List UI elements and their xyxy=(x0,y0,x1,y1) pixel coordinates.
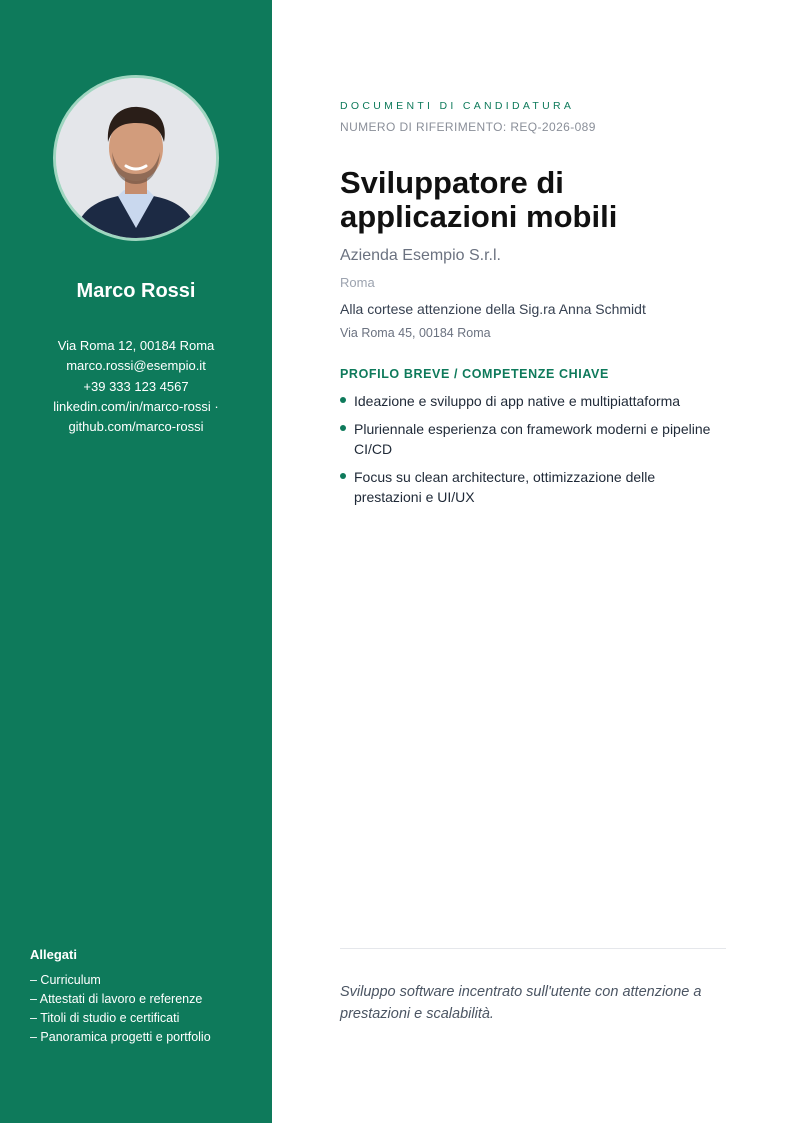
sidebar xyxy=(0,0,272,1123)
contact-email[interactable]: marco.rossi@esempio.it xyxy=(66,358,206,374)
tagline: Sviluppo software incentrato sull'utente con attenzione a prestazioni e scalabilità. xyxy=(340,984,702,1022)
list-item xyxy=(340,419,726,459)
attachments-title: Allegati xyxy=(30,947,77,962)
attachment-item: – Curriculum xyxy=(30,973,101,987)
reference-number: NUMERO DI RIFERIMENTO: REQ-2026-089 xyxy=(340,120,596,134)
list-item xyxy=(340,391,726,411)
list-item-text: Focus su clean architecture, ottimizzazione delle prestazioni e UI/UX xyxy=(354,469,656,505)
attachments-section xyxy=(30,947,260,1047)
contact-phone[interactable]: +39 333 123 4567 xyxy=(83,378,189,394)
contact-address: Via Roma 12, 00184 Roma xyxy=(57,338,215,353)
attachment-item: – Attestati di lavoro e referenze xyxy=(30,992,203,1006)
profile-photo-image xyxy=(56,78,216,238)
recipient-address: Via Roma 45, 00184 Roma xyxy=(340,326,491,340)
highlights-list xyxy=(340,391,726,515)
section-title-profile: PROFILO BREVE / COMPETENZE CHIAVE xyxy=(340,367,609,381)
contact-github[interactable]: github.com/marco-rossi xyxy=(68,419,204,435)
company-name: Azienda Esempio S.r.l. xyxy=(340,247,501,264)
list-item-text: Pluriennale esperienza con framework moderni e pipeline CI/CD xyxy=(354,421,711,457)
recipient-attention: Alla cortese attenzione della Sig.ra Anna Schmidt xyxy=(340,301,646,317)
divider xyxy=(340,948,726,949)
bullet-dot-icon xyxy=(340,473,346,479)
candidate-name: Marco Rossi xyxy=(76,280,196,302)
contact-info xyxy=(20,336,252,437)
attachment-item: – Titoli di studio e certificati xyxy=(30,1011,180,1025)
list-item-text: Ideazione e sviluppo di app native e multipiattaforma xyxy=(354,393,681,409)
contact-linkedin[interactable]: linkedin.com/in/marco-rossi · xyxy=(53,398,219,414)
bullet-dot-icon xyxy=(340,425,346,431)
attachments-list xyxy=(30,971,260,1047)
document-label: DOCUMENTI DI CANDIDATURA xyxy=(340,100,575,112)
list-item xyxy=(340,467,726,507)
profile-photo xyxy=(53,75,219,241)
attachment-item: – Panoramica progetti e portfolio xyxy=(30,1030,211,1044)
company-city: Roma xyxy=(340,275,375,290)
job-title: Sviluppatore di applicazioni mobili xyxy=(340,165,618,234)
bullet-dot-icon xyxy=(340,397,346,403)
